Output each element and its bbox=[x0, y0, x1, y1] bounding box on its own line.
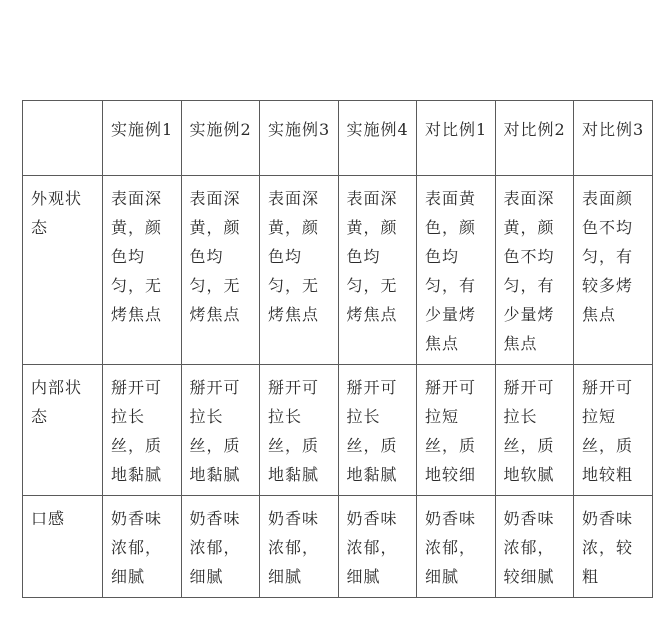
table-cell: 表面深黄，颜色均匀，无烤焦点 bbox=[181, 176, 260, 365]
table-row bbox=[23, 176, 653, 365]
table-cell: 掰开可拉长丝，质地软腻 bbox=[495, 365, 574, 496]
table-cell: 表面深黄，颜色均匀，无烤焦点 bbox=[260, 176, 339, 365]
table-cell: 掰开可拉长丝，质地黏腻 bbox=[103, 365, 182, 496]
comparison-table bbox=[22, 100, 653, 598]
row-label: 外观状态 bbox=[23, 176, 103, 365]
table-cell: 奶香味浓郁，细腻 bbox=[417, 496, 496, 598]
table-cell: 掰开可拉长丝，质地黏腻 bbox=[260, 365, 339, 496]
table-cell: 表面深黄，颜色均匀，无烤焦点 bbox=[103, 176, 182, 365]
table-row bbox=[23, 496, 653, 598]
column-header: 对比例1 bbox=[417, 101, 496, 176]
table-cell: 掰开可拉短丝，质地较细 bbox=[417, 365, 496, 496]
table-cell: 奶香味浓郁，细腻 bbox=[260, 496, 339, 598]
table-cell: 奶香味浓郁，细腻 bbox=[338, 496, 417, 598]
column-header: 实施例3 bbox=[260, 101, 339, 176]
table-cell: 掰开可拉长丝，质地黏腻 bbox=[338, 365, 417, 496]
corner-cell bbox=[23, 101, 103, 176]
row-label: 口感 bbox=[23, 496, 103, 598]
table-cell: 掰开可拉长丝，质地黏腻 bbox=[181, 365, 260, 496]
table-row bbox=[23, 365, 653, 496]
table-cell: 掰开可拉短丝，质地较粗 bbox=[574, 365, 653, 496]
table-cell: 奶香味浓郁，细腻 bbox=[103, 496, 182, 598]
column-header: 对比例3 bbox=[574, 101, 653, 176]
table-cell: 表面深黄，颜色均匀，无烤焦点 bbox=[338, 176, 417, 365]
column-header: 实施例2 bbox=[181, 101, 260, 176]
table-header-row bbox=[23, 101, 653, 176]
table-cell: 表面黄色，颜色均匀，有少量烤焦点 bbox=[417, 176, 496, 365]
table-cell: 表面深黄，颜色不均匀，有少量烤焦点 bbox=[495, 176, 574, 365]
table-cell: 奶香味浓郁，细腻 bbox=[181, 496, 260, 598]
table-cell: 奶香味浓郁，较细腻 bbox=[495, 496, 574, 598]
column-header: 实施例1 bbox=[103, 101, 182, 176]
column-header: 实施例4 bbox=[338, 101, 417, 176]
table-cell: 表面颜色不均匀，有较多烤焦点 bbox=[574, 176, 653, 365]
row-label: 内部状态 bbox=[23, 365, 103, 496]
table-cell: 奶香味浓，较粗 bbox=[574, 496, 653, 598]
column-header: 对比例2 bbox=[495, 101, 574, 176]
